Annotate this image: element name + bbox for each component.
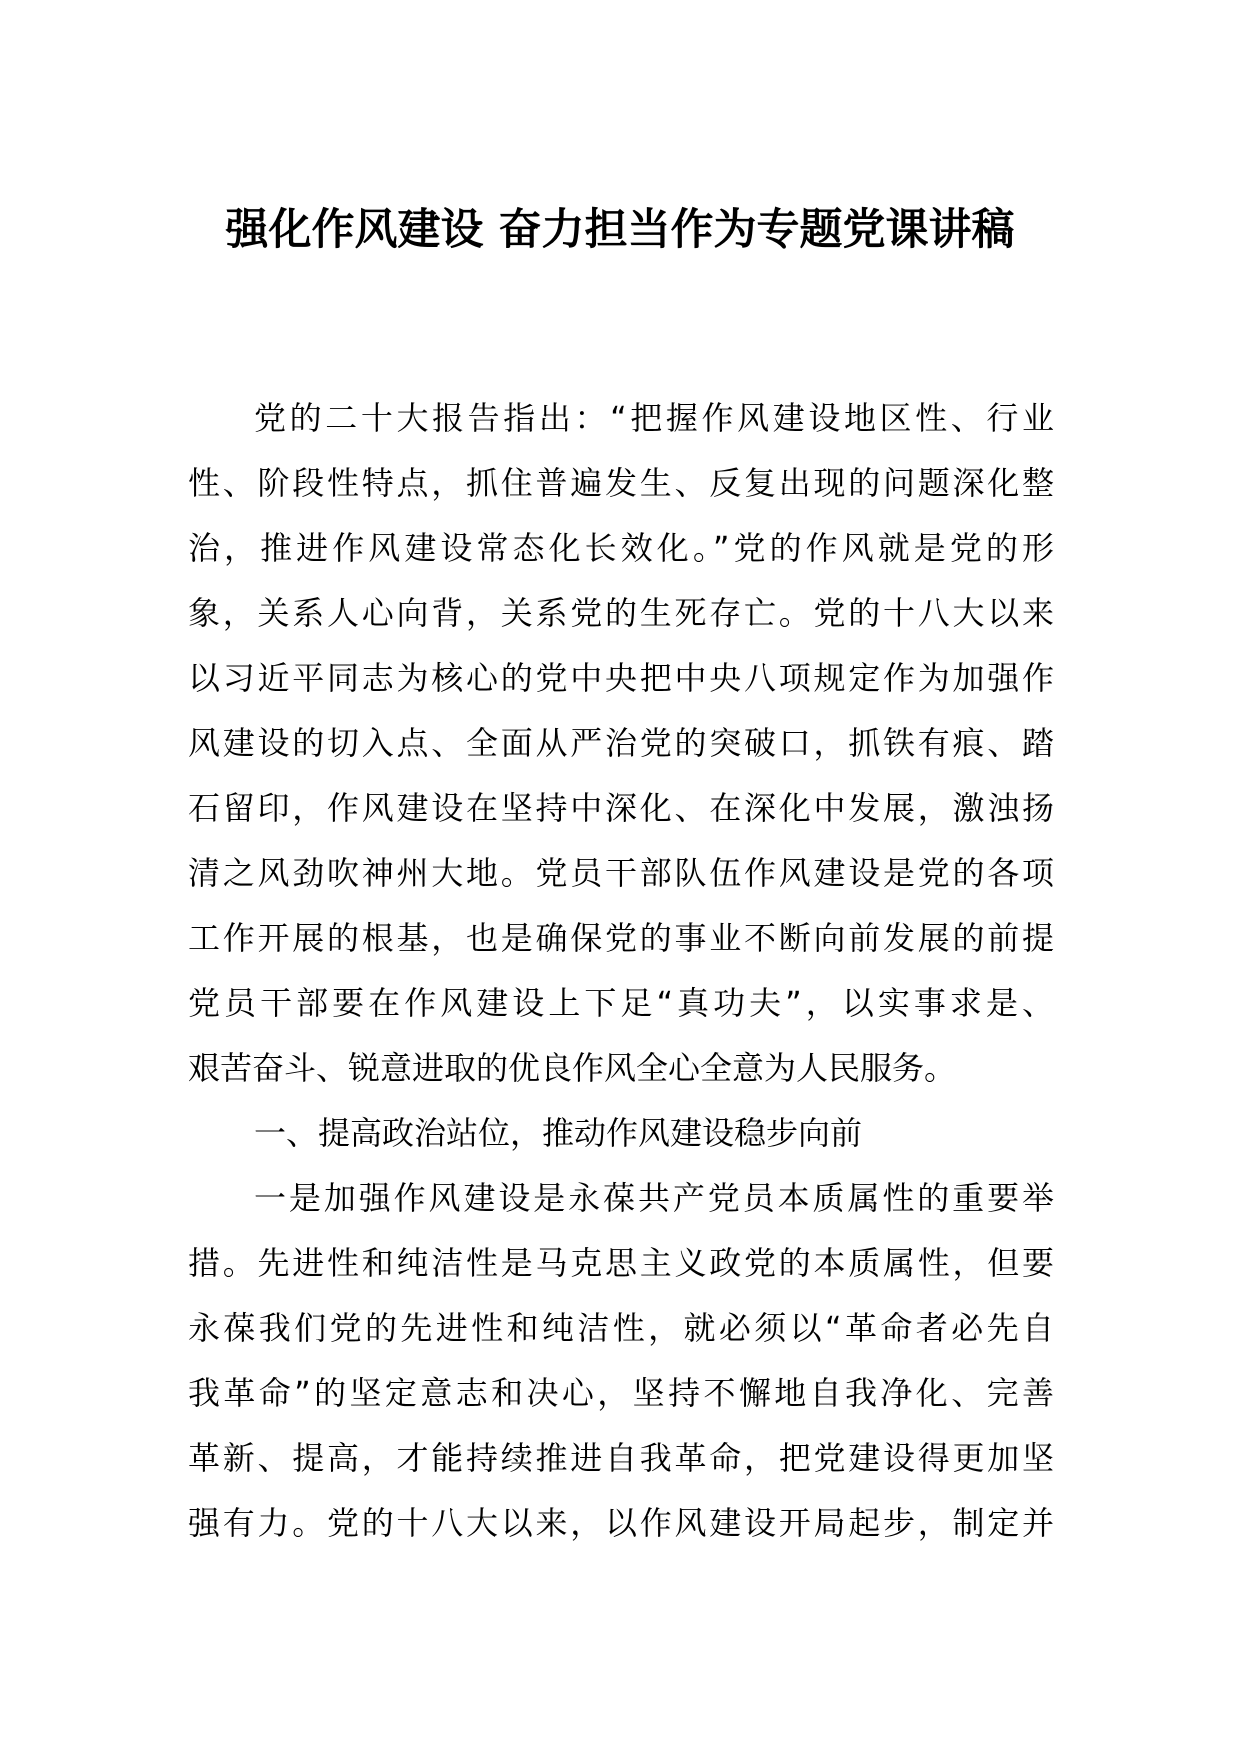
document-body xyxy=(188,386,1054,1556)
text-line: 党员干部要在作风建设上下足“真功夫”，以实事求是、 xyxy=(188,984,1054,1022)
text-line: 我革命”的坚定意志和决心，坚持不懈地自我净化、完善 xyxy=(188,1374,1054,1412)
document-title: 强化作风建设 奋力担当作为专题党课讲稿 xyxy=(225,205,1015,255)
text-line: 清之风劲吹神州大地。党员干部队伍作风建设是党的各项 xyxy=(188,854,1054,892)
text-line: 工作开展的根基，也是确保党的事业不断向前发展的前提 xyxy=(188,919,1054,957)
text-line: 革新、提高，才能持续推进自我革命，把党建设得更加坚 xyxy=(188,1439,1054,1477)
text-line: 一、提高政治站位，推动作风建设稳步向前 xyxy=(254,1114,863,1152)
text-line: 治，推进作风建设常态化长效化。”党的作风就是党的形 xyxy=(188,529,1054,567)
text-line: 石留印，作风建设在坚持中深化、在深化中发展，激浊扬 xyxy=(188,789,1054,827)
text-line: 强有力。党的十八大以来，以作风建设开局起步，制定并 xyxy=(188,1504,1054,1542)
text-line: 永葆我们党的先进性和纯洁性，就必须以“革命者必先自 xyxy=(188,1309,1054,1347)
text-line: 一是加强作风建设是永葆共产党员本质属性的重要举 xyxy=(254,1179,1054,1217)
text-line: 艰苦奋斗、锐意进取的优良作风全心全意为人民服务。 xyxy=(188,1049,957,1087)
text-line: 象，关系人心向背，关系党的生死存亡。党的十八大以来 xyxy=(188,594,1054,632)
text-line: 以习近平同志为核心的党中央把中央八项规定作为加强作 xyxy=(188,659,1054,697)
text-line: 党的二十大报告指出：“把握作风建设地区性、行业 xyxy=(254,399,1054,437)
text-line: 措。先进性和纯洁性是马克思主义政党的本质属性，但要 xyxy=(188,1244,1054,1282)
text-line: 风建设的切入点、全面从严治党的突破口，抓铁有痕、踏 xyxy=(188,724,1054,762)
text-line: 性、阶段性特点，抓住普遍发生、反复出现的问题深化整 xyxy=(188,464,1054,502)
